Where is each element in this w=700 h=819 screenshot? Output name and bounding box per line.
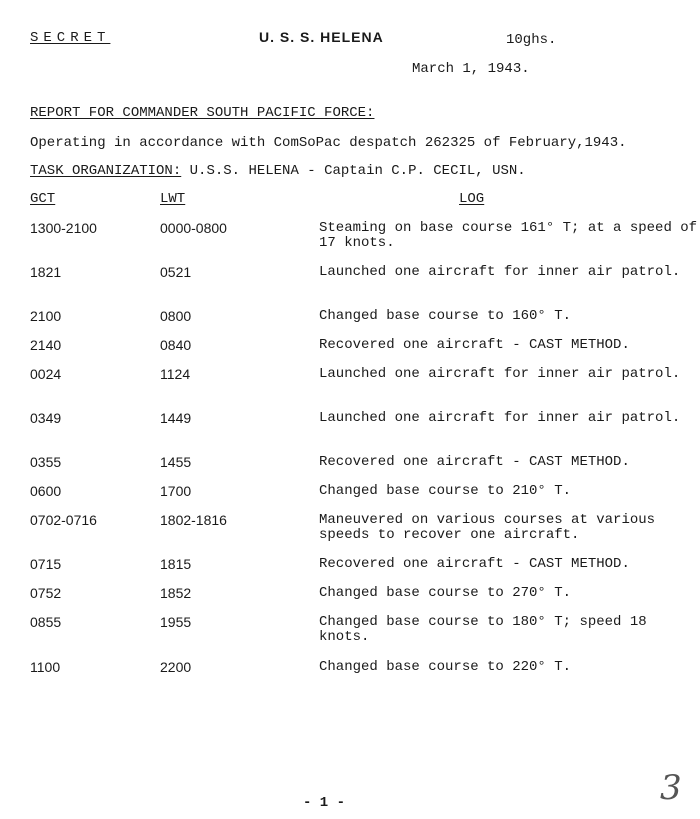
task-organization-text: U.S.S. HELENA - Captain C.P. CECIL, USN.	[189, 163, 526, 179]
column-header-gct: GCT	[30, 191, 56, 207]
operating-line: Operating in accordance with ComSoPac despatch 262325 of February,1943.	[30, 135, 627, 151]
log-cell: Launched one aircraft for inner air patrol.	[319, 366, 681, 382]
lwt-cell: 0840	[160, 337, 192, 353]
log-cell: Launched one aircraft for inner air patrol.	[319, 410, 681, 426]
lwt-cell: 1449	[160, 410, 192, 426]
lwt-cell: 1955	[160, 614, 192, 630]
log-cell: Recovered one aircraft - CAST METHOD.	[319, 556, 630, 572]
log-cell: Recovered one aircraft - CAST METHOD.	[319, 454, 630, 470]
document-ref: 10ghs.	[506, 32, 557, 48]
gct-cell: 0855	[30, 614, 62, 630]
column-header-lwt: LWT	[160, 191, 186, 207]
lwt-cell: 0521	[160, 264, 192, 280]
log-row	[30, 265, 700, 299]
lwt-cell: 1815	[160, 556, 192, 572]
lwt-cell: 1700	[160, 483, 192, 499]
log-cell: Maneuvered on various courses at various speeds to recover one aircraft.	[319, 512, 656, 543]
classification-label: SECRET	[30, 30, 111, 46]
gct-cell: 0600	[30, 483, 62, 499]
log-row	[30, 411, 700, 445]
log-cell: Changed base course to 210° T.	[319, 483, 572, 499]
gct-cell: 0349	[30, 410, 62, 426]
gct-cell: 0355	[30, 454, 62, 470]
lwt-cell: 1852	[160, 585, 192, 601]
gct-cell: 1100	[30, 659, 61, 675]
gct-cell: 2100	[30, 308, 62, 324]
lwt-cell: 2200	[160, 659, 192, 675]
log-cell: Launched one aircraft for inner air patrol.	[319, 264, 681, 280]
report-date: March 1, 1943.	[412, 61, 530, 77]
log-row	[30, 513, 700, 547]
log-cell: Changed base course to 160° T.	[319, 308, 572, 324]
task-organization	[30, 163, 526, 179]
gct-cell: 0702-0716	[30, 512, 97, 528]
gct-cell: 0715	[30, 556, 62, 572]
log-row	[30, 660, 700, 694]
task-organization-label: TASK ORGANIZATION:	[30, 163, 182, 179]
page-number: - 1 -	[303, 795, 346, 811]
handwritten-page-mark: 3	[660, 768, 682, 808]
column-header-log: LOG	[459, 191, 485, 207]
gct-cell: 0752	[30, 585, 62, 601]
lwt-cell: 1124	[160, 366, 191, 382]
lwt-cell: 1802-1816	[160, 512, 227, 528]
log-cell: Changed base course to 180° T; speed 18 knots.	[319, 614, 647, 645]
gct-cell: 2140	[30, 337, 62, 353]
log-cell: Changed base course to 270° T.	[319, 585, 572, 601]
log-cell: Steaming on base course 161° T; at a speed of 17 knots.	[319, 220, 698, 251]
ship-name: U. S. S. HELENA	[259, 29, 384, 45]
log-cell: Recovered one aircraft - CAST METHOD.	[319, 337, 630, 353]
lwt-cell: 1455	[160, 454, 192, 470]
gct-cell: 0024	[30, 366, 62, 382]
lwt-cell: 0800	[160, 308, 192, 324]
log-row	[30, 615, 700, 649]
lwt-cell: 0000-0800	[160, 220, 227, 236]
report-title: REPORT FOR COMMANDER SOUTH PACIFIC FORCE:	[30, 105, 375, 121]
log-row	[30, 367, 700, 401]
log-row	[30, 221, 700, 255]
gct-cell: 1821	[30, 264, 62, 280]
log-cell: Changed base course to 220° T.	[319, 659, 572, 675]
gct-cell: 1300-2100	[30, 220, 97, 236]
